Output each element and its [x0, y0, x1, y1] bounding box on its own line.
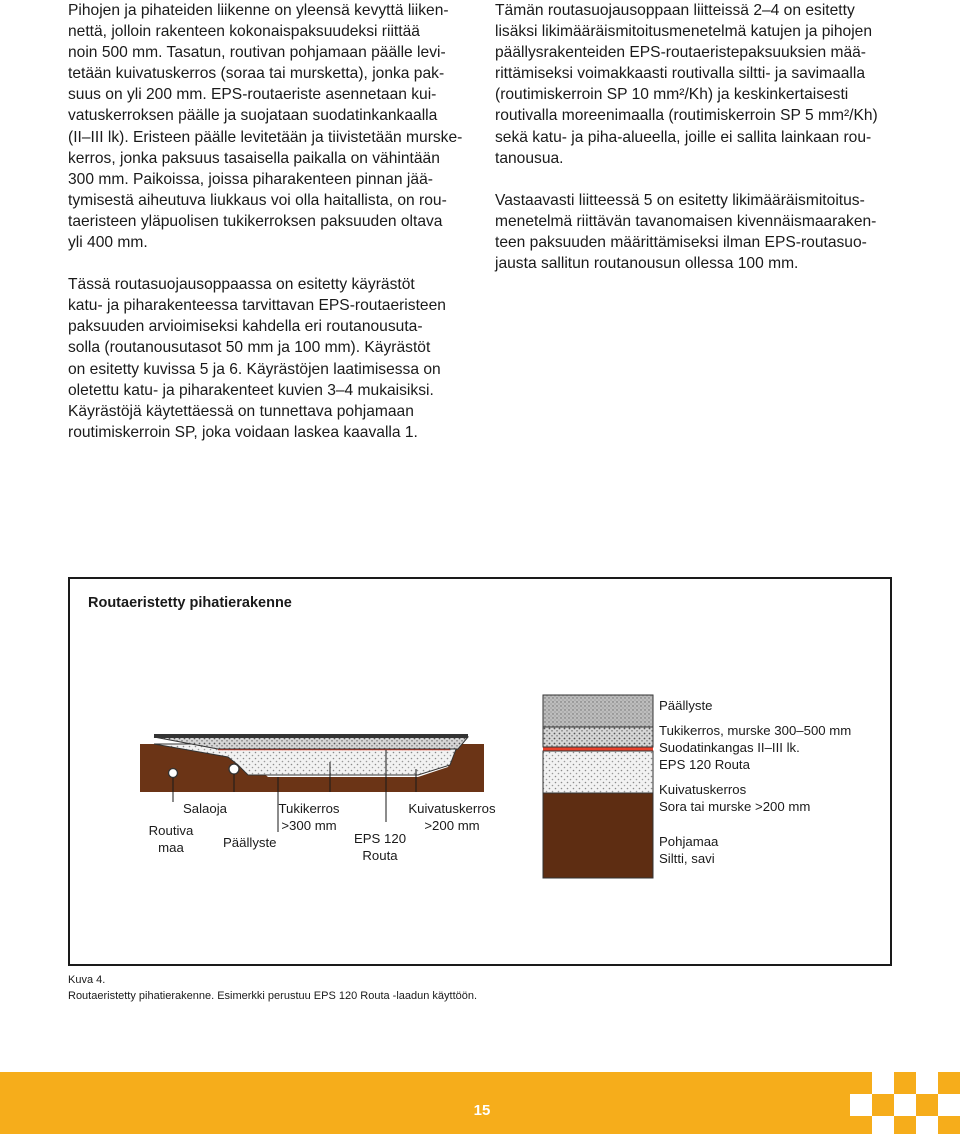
label-tukikerros: Tukikerros >300 mm: [278, 801, 340, 833]
legend-label-tukikerros: Tukikerros, murske 300–500 mm Suodatinkangas II–III lk. EPS 120 Routa: [659, 723, 852, 772]
right-paragraph-1: Tämän routasuojausoppaan liitteissä 2–4 on esitetty lisäksi likimääräismitoitusmenetelmä katujen ja pihojen päällysrakenteiden EPS-routaeristepaksuuksien mää- rittämiseksi voimakkaasti routivalla siltti- ja savimaalla (routimiskerroin SP 10 mm²/Kh) ja keskinkertaisesti routivalla moreenimaalla (routimiskerroin SP 5 mm²/Kh) sekä katu- ja piha-alueella, joille ei sallita lainkaan rou- tanousua.: [495, 2, 878, 167]
right-paragraph-2: Vastaavasti liitteessä 5 on esitetty likimääräismitoitus- menetelmä riittävän tavanomaisen kivennäismaaraken- teen paksuuden määrittämiseksi ilman EPS-routasuo- jausta sallitun routanousun ollessa 100 mm.: [495, 191, 877, 273]
legend-pohjamaa-swatch: [543, 793, 653, 878]
page-number: 15: [473, 1102, 491, 1119]
drain-pipe-icon: [229, 764, 239, 774]
left-paragraph-2: Tässä routasuojausoppaassa on esitetty käyrästöt katu- ja piharakenteessa tarvittavan EPS-routaeristeen paksuuden arvioimiseksi kahdella eri routanousuta- solla (routanousutasot 50 mm ja 100 mm). Käyrästöt on esitetty kuvissa 5 ja 6. Käyrästöjen laatimisessa on oletettu katu- ja piharakenteet kuvien 3–4 mukaisiksi. Käyrästöjä käytettäessä on tunnettava pohjamaan routimiskerroin SP, joka voidaan laskea kaavalla 1.: [68, 276, 446, 441]
caption-text: Routaeristetty pihatierakenne. Esimerkki perustuu EPS 120 Routa -laadun käyttöön.: [68, 990, 478, 1002]
legend-label-paallyste: Päällyste: [659, 698, 713, 713]
caption-number: Kuva 4.: [68, 974, 106, 986]
label-eps: EPS 120 Routa: [353, 831, 407, 863]
legend-kuivatus-swatch: [543, 751, 653, 793]
drain-pipe-2-icon: [169, 769, 178, 778]
right-column: [495, 0, 895, 274]
figure-caption: [68, 972, 477, 1004]
figure-title: Routaeristetty pihatierakenne: [88, 595, 292, 611]
legend-base-swatch: [543, 727, 653, 747]
left-column: [68, 0, 466, 443]
label-routiva-maa: Routiva maa: [148, 823, 194, 855]
label-kuivatuskerros: Kuivatuskerros >200 mm: [408, 801, 496, 833]
label-salaoja: Salaoja: [183, 801, 227, 816]
left-paragraph-1: Pihojen ja pihateiden liikenne on yleensä kevyttä liiken- nettä, jolloin rakenteen kokonaispaksuudeksi riittää noin 500 mm. Tasatun, routivan pohjamaan päälle levi- tetään kuivatuskerros (soraa tai mursketta), jonka pak- suus on yli 200 mm. EPS-routaeriste asennetaan kui- vatuskerroksen päälle ja suojataan suodatinkankaalla (II–III lk). Eristeen päälle levitetään ja tiivistetään murske- kerros, jonka paksuus tasaisella paikalla on vähintään 300 mm. Paikoissa, joissa piharakenteen pinnan jää- tymisestä aiheutuva liukkaus voi olla haitallista, on rou- taeristeen yläpuolisen tukikerroksen paksuuden oltava yli 400 mm.: [68, 2, 463, 252]
legend-label-kuivatuskerros: Kuivatuskerros Sora tai murske >200 mm: [659, 782, 811, 814]
surface-layer: [154, 734, 468, 738]
legend-label-pohjamaa: Pohjamaa Siltti, savi: [659, 834, 719, 866]
legend-paallyste-swatch: [543, 695, 653, 727]
label-paallyste: Päällyste: [223, 835, 277, 850]
